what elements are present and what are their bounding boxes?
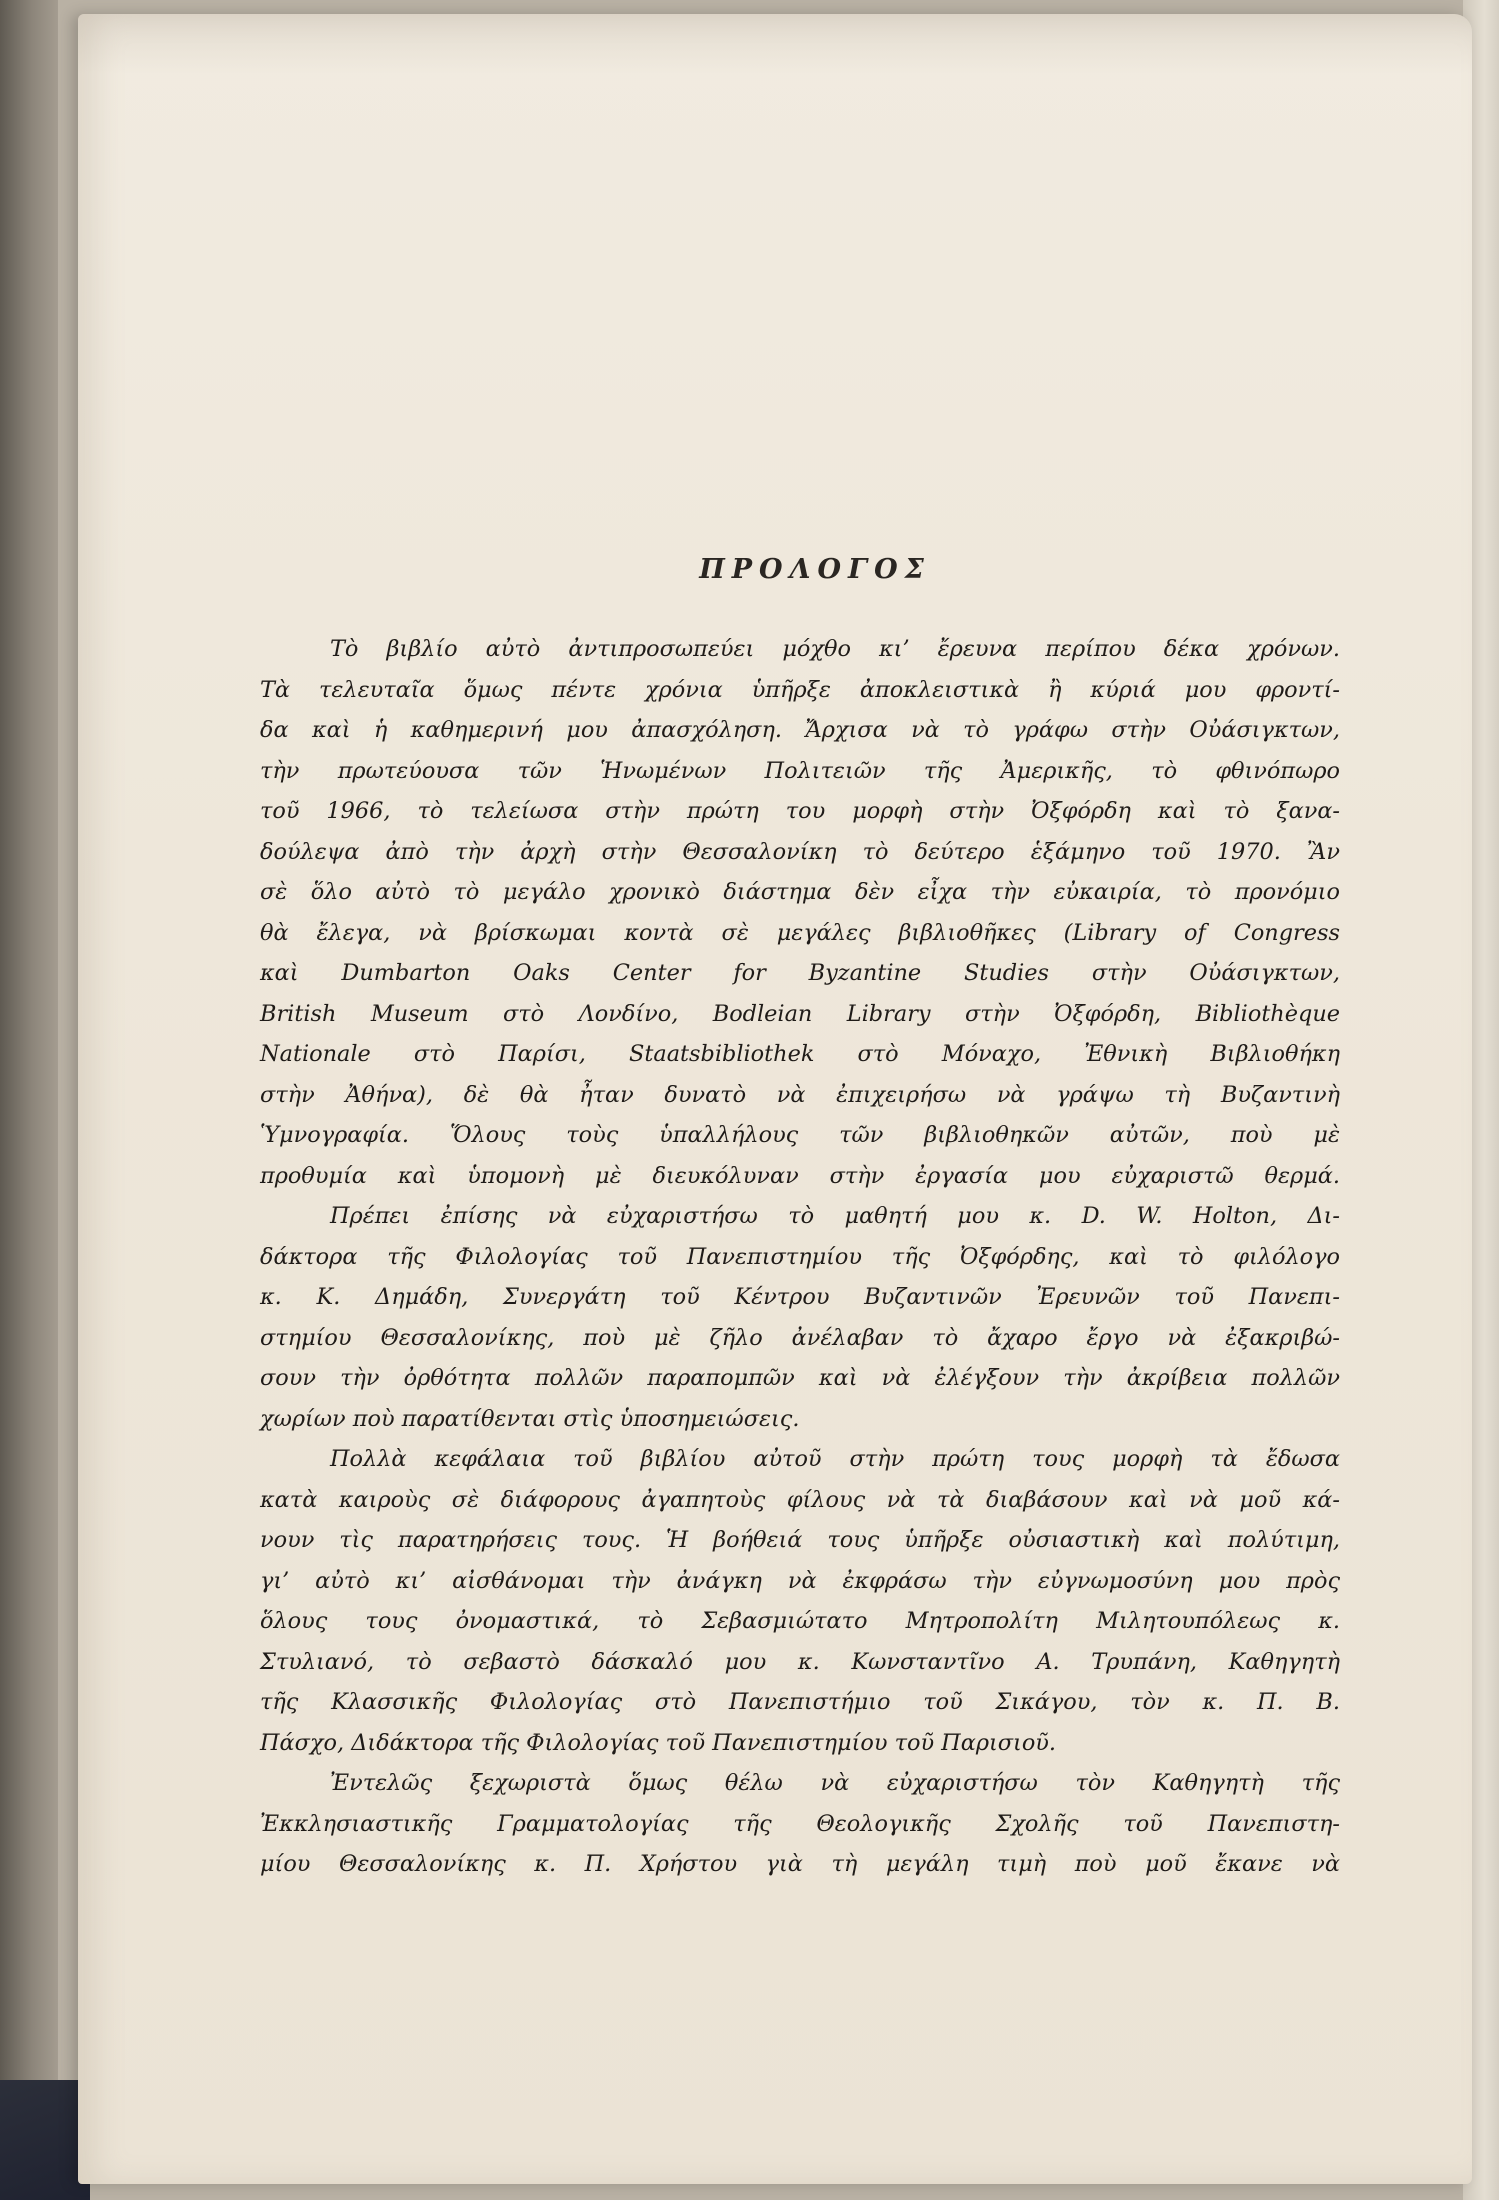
text-line: κατὰ καιροὺς σὲ διάφορους ἀγαπητοὺς φίλους νὰ τὰ διαβάσουν καὶ νὰ μοῦ κά-	[260, 1486, 1340, 1513]
paragraph	[260, 629, 1340, 1196]
text-line: χωρίων ποὺ παρατίθενται στὶς ὑποσημειώσεις.	[260, 1405, 800, 1432]
text-line: δάκτορα τῆς Φιλολογίας τοῦ Πανεπιστημίου τῆς Ὀξφόρδης, καὶ τὸ φιλόλογο	[260, 1243, 1340, 1270]
text-line: θὰ ἔλεγα, νὰ βρίσκωμαι κοντὰ σὲ μεγάλες βιβλιοθῆκες (Library of Congress	[260, 919, 1340, 946]
text-line: σουν τὴν ὀρθότητα πολλῶν παραπομπῶν καὶ νὰ ἐλέγξουν τὴν ἀκρίβεια πολλῶν	[260, 1365, 1340, 1391]
paragraph	[260, 1196, 1340, 1439]
text-line: Πάσχο, Διδάκτορα τῆς Φιλολογίας τοῦ Πανεπιστημίου τοῦ Παρισιοῦ.	[260, 1729, 1057, 1756]
text-line: τῆς Κλασσικῆς Φιλολογίας στὸ Πανεπιστήμιο τοῦ Σικάγου, τὸν κ. Π. Β.	[260, 1689, 1340, 1715]
text-line: μίου Θεσσαλονίκης κ. Π. Χρήστου γιὰ τὴ μεγάλη τιμὴ ποὺ μοῦ ἔκανε νὰ	[260, 1851, 1340, 1877]
paragraph	[260, 1439, 1340, 1763]
text-line: τὴν πρωτεύουσα τῶν Ἡνωμένων Πολιτειῶν τῆς Ἀμερικῆς, τὸ φθινόπωρο	[260, 757, 1340, 784]
text-line: Τὸ βιβλίο αὐτὸ ἀντιπροσωπεύει μόχθο κι’ ἔρευνα περίπου δέκα χρόνων.	[330, 636, 1340, 662]
photo-background-left	[0, 0, 58, 2200]
text-line: Nationale στὸ Παρίσι, Staatsbibliothek στὸ Μόναχο, Ἐθνικὴ Βιβλιοθήκη	[260, 1041, 1340, 1067]
text-line: κ. Κ. Δημάδη, Συνεργάτη τοῦ Κέντρου Βυζαντινῶν Ἐρευνῶν τοῦ Πανεπι-	[260, 1284, 1340, 1310]
book-cover-corner	[0, 2080, 90, 2200]
book-page	[78, 14, 1472, 2184]
text-line: δα καὶ ἡ καθημερινή μου ἀπασχόληση. Ἄρχισα νὰ τὸ γράφω στὴν Οὐάσιγκτων,	[260, 717, 1340, 743]
text-line: British Museum στὸ Λονδίνο, Bodleian Library στὴν Ὀξφόρδη, Bibliothèque	[260, 1000, 1340, 1027]
text-line: σὲ ὅλο αὐτὸ τὸ μεγάλο χρονικὸ διάστημα δὲν εἶχα τὴν εὐκαιρία, τὸ προνόμιο	[260, 879, 1340, 905]
text-line: Τὰ τελευταῖα ὅμως πέντε χρόνια ὑπῆρξε ἀποκλειστικὰ ἢ κύριά μου φροντί-	[260, 676, 1340, 703]
text-line: στὴν Ἀθήνα), δὲ θὰ ἦταν δυνατὸ νὰ ἐπιχειρήσω νὰ γράψω τὴ Βυζαντινὴ	[260, 1081, 1340, 1108]
page-content	[260, 554, 1340, 1885]
text-line: δούλεψα ἀπὸ τὴν ἀρχὴ στὴν Θεσσαλονίκη τὸ δεύτερο ἑξάμηνο τοῦ 1970. Ἂν	[260, 838, 1340, 865]
text-line: Ἐκκλησιαστικῆς Γραμματολογίας τῆς Θεολογικῆς Σχολῆς τοῦ Πανεπιστη-	[260, 1810, 1340, 1837]
text-line: καὶ Dumbarton Oaks Center for Byzantine Studies στὴν Οὐάσιγκτων,	[260, 960, 1340, 986]
text-line: νουν τὶς παρατηρήσεις τους. Ἡ βοήθειά τους ὑπῆρξε οὐσιαστικὴ καὶ πολύτιμη,	[260, 1527, 1340, 1553]
text-line: Ἐντελῶς ξεχωριστὰ ὅμως θέλω νὰ εὐχαριστήσω τὸν Καθηγητὴ τῆς	[330, 1770, 1340, 1796]
text-line: Στυλιανό, τὸ σεβαστὸ δάσκαλό μου κ. Κωνσταντῖνο Α. Τρυπάνη, Καθηγητὴ	[260, 1648, 1340, 1675]
text-line: προθυμία καὶ ὑπομονὴ μὲ διευκόλυναν στὴν ἐργασία μου εὐχαριστῶ θερμά.	[260, 1162, 1340, 1189]
text-line: Ὑμνογραφία. Ὅλους τοὺς ὑπαλλήλους τῶν βιβλιοθηκῶν αὐτῶν, ποὺ μὲ	[260, 1122, 1340, 1148]
text-line: στημίου Θεσσαλονίκης, ποὺ μὲ ζῆλο ἀνέλαβαν τὸ ἄχαρο ἔργο νὰ ἐξακριβώ-	[260, 1324, 1340, 1351]
text-line: Πρέπει ἐπίσης νὰ εὐχαριστήσω τὸ μαθητή μου κ. D. W. Holton, Δι-	[330, 1203, 1340, 1229]
body-text	[260, 629, 1340, 1885]
page-heading: ΠΡΟΛΟΓΟΣ	[699, 554, 931, 585]
text-line: γι’ αὐτὸ κι’ αἰσθάνομαι τὴν ἀνάγκη νὰ ἐκφράσω τὴν εὐγνωμοσύνη μου πρὸς	[260, 1567, 1340, 1594]
text-line: τοῦ 1966, τὸ τελείωσα στὴν πρώτη του μορφὴ στὴν Ὀξφόρδη καὶ τὸ ξανα-	[260, 798, 1340, 824]
text-line: ὅλους τους ὀνομαστικά, τὸ Σεβασμιώτατο Μητροπολίτη Μιλητουπόλεως κ.	[260, 1608, 1340, 1634]
text-line: Πολλὰ κεφάλαια τοῦ βιβλίου αὐτοῦ στὴν πρώτη τους μορφὴ τὰ ἔδωσα	[330, 1446, 1340, 1472]
paragraph	[260, 1763, 1340, 1885]
page-shadow	[78, 14, 1472, 74]
